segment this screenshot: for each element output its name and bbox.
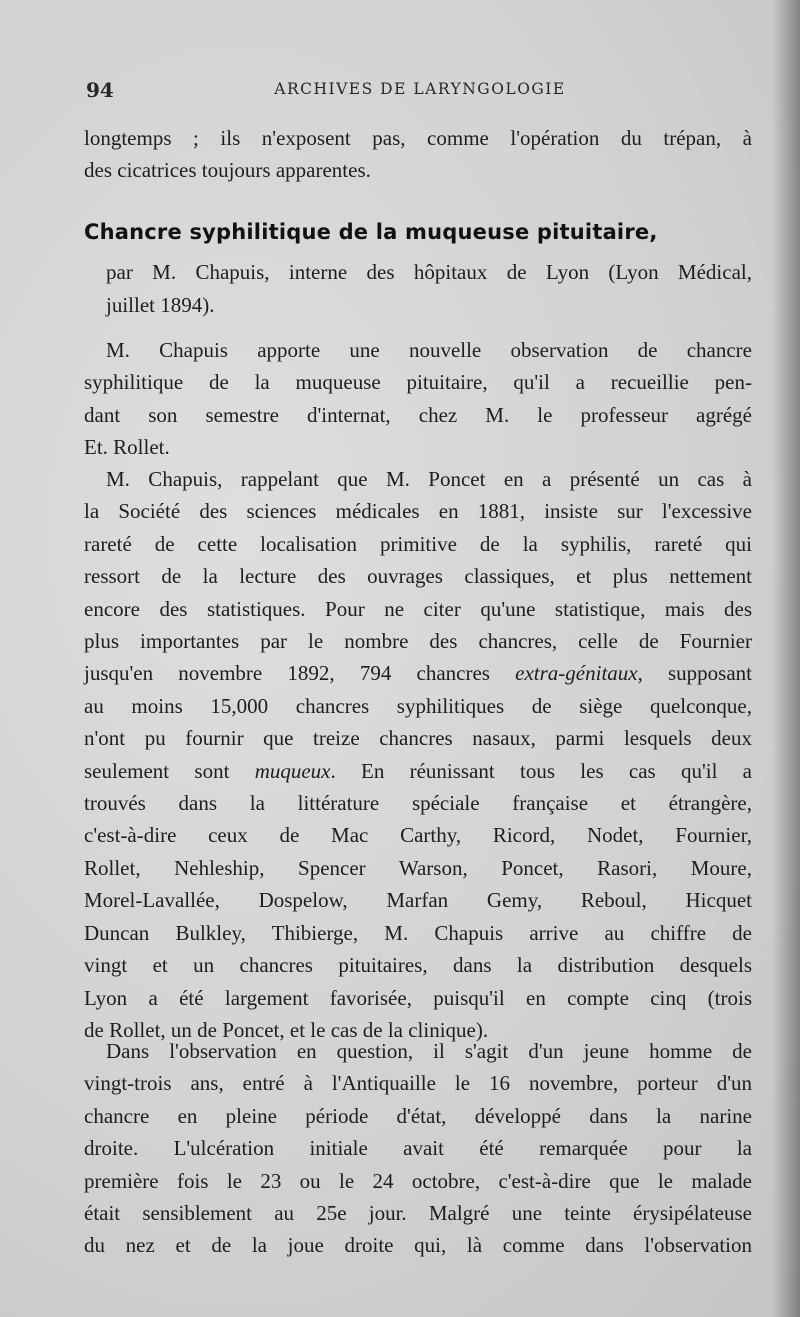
text-line: plus importantes par le nombre des chancres, celle de Fournier [84, 629, 752, 654]
text-line: des cicatrices toujours apparentes. [84, 158, 371, 183]
text-line: du nez et de la joue droite qui, là comme dans l'observation [84, 1233, 752, 1258]
text-line: Lyon a été largement favorisée, puisqu'il en compte cinq (trois [84, 985, 752, 1010]
text-line: au moins 15,000 chancres syphilitiques de siège quelconque, [84, 693, 752, 718]
page-number: 94 [86, 78, 114, 102]
paragraph-3 [84, 1035, 752, 1262]
text-line: droite. L'ulcération initiale avait été remarquée pour la [84, 1136, 752, 1161]
text-line: rareté de cette localisation primitive de la syphilis, rareté qui [84, 531, 752, 556]
text-segment: jusqu'en novembre 1892, 794 chancres [84, 661, 516, 686]
text-line: M. Chapuis, rappelant que M. Poncet en a présenté un cas à [106, 467, 752, 491]
article-title: Chancre syphilitique de la muqueuse pituitaire, [84, 220, 658, 244]
text-line: syphilitique de la muqueuse pituitaire, qu'il a recueillie pen- [84, 370, 752, 395]
text-line: longtemps ; ils n'exposent pas, comme l'opération du trépan, à [84, 126, 752, 150]
text-line: Et. Rollet. [84, 435, 170, 460]
text-line: vingt et un chancres pituitaires, dans la distribution desquels [84, 953, 752, 978]
text-line: Dans l'observation en question, il s'agit d'un jeune homme de [106, 1039, 752, 1063]
text-line: vingt-trois ans, entré à l'Antiquaille le 16 novembre, porteur d'un [84, 1071, 752, 1096]
text-line: n'ont pu fournir que treize chancres nasaux, parmi lesquels deux [84, 726, 752, 751]
text-line-with-italic [84, 657, 752, 689]
text-line: trouvés dans la littérature spéciale française et étrangère, [84, 791, 752, 816]
text-segment: seulement sont [84, 758, 255, 783]
text-line: dant son semestre d'internat, chez M. le professeur agrégé [84, 402, 752, 427]
text-line-with-italic [84, 755, 752, 787]
text-line: encore des statistiques. Pour ne citer qu'une statistique, mais des [84, 596, 752, 621]
italic-term: muqueux [254, 758, 331, 783]
running-head [86, 78, 754, 102]
text-line: ressort de la lecture des ouvrages classiques, et plus nettement [84, 564, 752, 589]
italic-term: extra-génitaux [515, 661, 638, 686]
text-segment: . En réunissant tous les cas qu'il a [330, 758, 752, 783]
text-line: Duncan Bulkley, Thibierge, M. Chapuis arrive au chiffre de [84, 920, 752, 945]
text-line: chancre en pleine période d'état, développé dans la narine [84, 1103, 752, 1128]
paragraph-1 [84, 334, 752, 464]
text-line: c'est-à-dire ceux de Mac Carthy, Ricord, Nodet, Fournier, [84, 823, 752, 848]
text-line: la Société des sciences médicales en 1881, insiste sur l'excessive [84, 499, 752, 524]
paragraph-2 [84, 463, 752, 1046]
text-line: était sensiblement au 25e jour. Malgré une teinte érysipélateuse [84, 1201, 752, 1226]
text-segment: , supposant [637, 661, 753, 686]
text-line: M. Chapuis apporte une nouvelle observation de chancre [106, 338, 752, 362]
text-line: de Rollet, un de Poncet, et le cas de la clinique). [84, 1017, 489, 1042]
text-line: première fois le 23 ou le 24 octobre, c'est-à-dire que le malade [84, 1168, 752, 1193]
text-line: Morel-Lavallée, Dospelow, Marfan Gemy, Reboul, Hicquet [84, 888, 752, 913]
article-byline [106, 256, 752, 322]
byline-line: par M. Chapuis, interne des hôpitaux de Lyon (Lyon Médical, [106, 260, 752, 284]
byline-line: juillet 1894). [106, 293, 215, 317]
intro-paragraph [84, 122, 752, 187]
running-title: ARCHIVES DE LARYNGOLOGIE [274, 80, 566, 98]
text-line: Rollet, Nehleship, Spencer Warson, Poncet, Rasori, Moure, [84, 855, 752, 880]
